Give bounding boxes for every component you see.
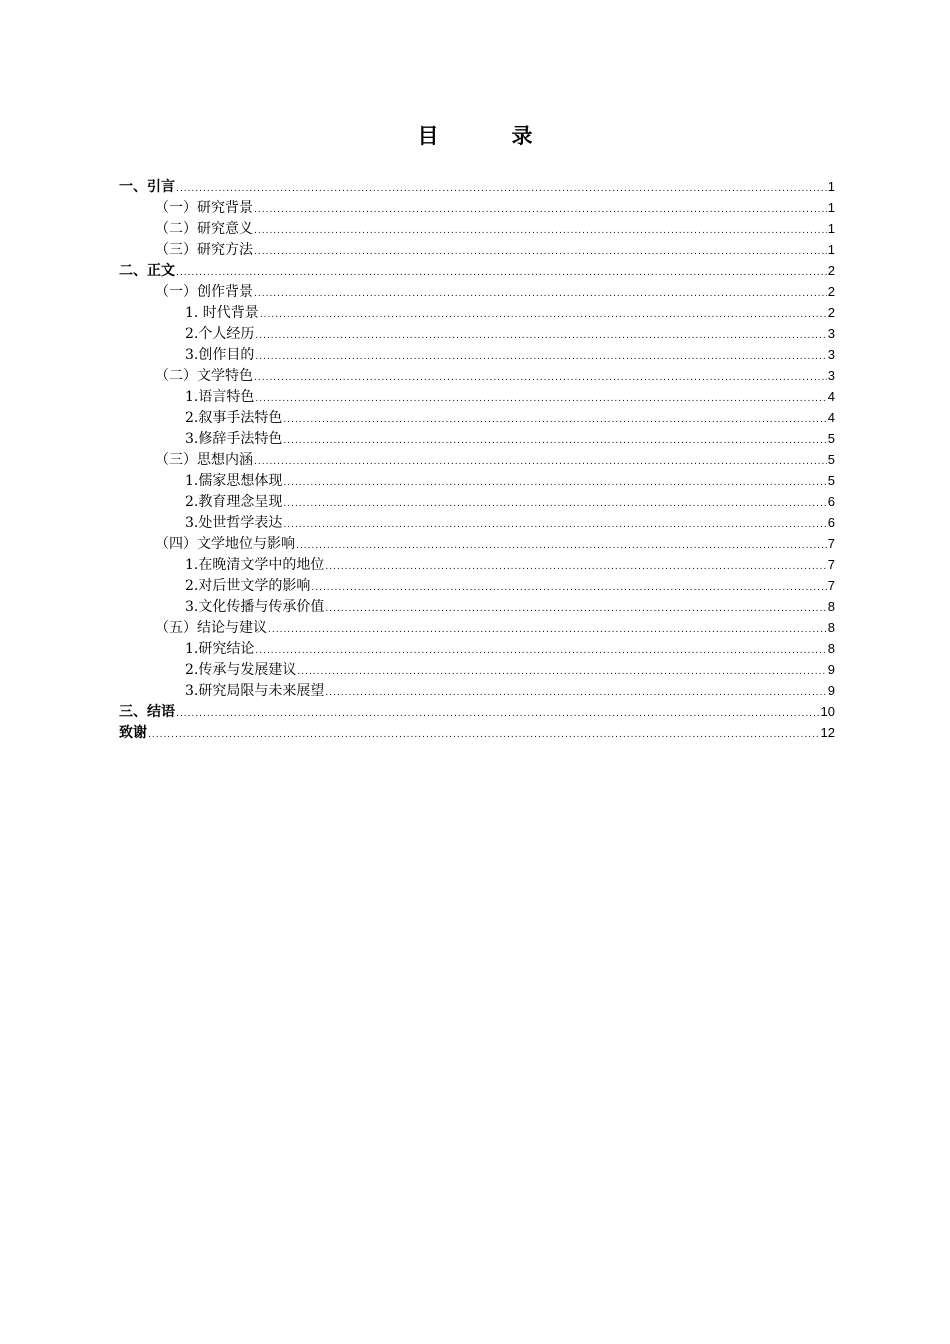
toc-entry[interactable] — [119, 596, 835, 617]
toc-entry-page-number: 5 — [827, 452, 835, 467]
toc-dot-leader — [325, 683, 826, 701]
toc-entry-page-number: 3 — [827, 347, 835, 362]
toc-entry-page-number: 7 — [827, 557, 835, 572]
toc-dot-leader — [148, 725, 820, 743]
toc-entry-page-number: 2 — [827, 263, 835, 278]
toc-entry-page-number: 4 — [827, 410, 835, 425]
toc-entry-label: 1.儒家思想体现 — [185, 473, 283, 489]
toc-entry-page-number: 6 — [827, 515, 835, 530]
toc-entry-page-number: 4 — [827, 389, 835, 404]
toc-dot-leader — [283, 473, 826, 491]
toc-entry-label: 3.文化传播与传承价值 — [185, 599, 325, 615]
toc-dot-leader — [297, 662, 826, 680]
toc-dot-leader — [176, 704, 820, 722]
toc-entry[interactable] — [119, 554, 835, 575]
toc-dot-leader — [260, 305, 827, 323]
toc-entry[interactable] — [119, 449, 835, 470]
toc-entry-page-number: 9 — [827, 683, 835, 698]
toc-entry-label: 三、结语 — [119, 704, 175, 720]
toc-dot-leader — [255, 389, 826, 407]
toc-entry[interactable] — [119, 533, 835, 554]
toc-entry-label: 1.在晚清文学中的地位 — [185, 557, 325, 573]
toc-entry-label: 1.研究结论 — [185, 641, 255, 657]
toc-entry[interactable] — [119, 680, 835, 701]
toc-entry-label: 2.传承与发展建议 — [185, 662, 297, 678]
toc-entry-label: 3.处世哲学表达 — [185, 515, 283, 531]
toc-dot-leader — [255, 326, 826, 344]
toc-entry-page-number: 2 — [827, 305, 835, 320]
toc-entry-page-number: 1 — [827, 221, 835, 236]
toc-dot-leader — [283, 431, 826, 449]
toc-dot-leader — [325, 599, 826, 617]
toc-entry[interactable] — [119, 701, 835, 722]
toc-dot-leader — [176, 179, 827, 197]
toc-entry-page-number: 8 — [827, 620, 835, 635]
toc-entry[interactable] — [119, 491, 835, 512]
toc-entry-label: （一）创作背景 — [155, 284, 253, 300]
toc-dot-leader — [296, 536, 827, 554]
toc-entry-label: 一、引言 — [119, 179, 175, 195]
toc-entry-page-number: 8 — [827, 599, 835, 614]
toc-dot-leader — [283, 494, 826, 512]
toc-dot-leader — [254, 452, 827, 470]
toc-entry[interactable] — [119, 512, 835, 533]
table-of-contents — [119, 176, 835, 743]
toc-entry-label: 1.语言特色 — [185, 389, 255, 405]
toc-entry-page-number: 1 — [827, 179, 835, 194]
toc-entry[interactable] — [119, 386, 835, 407]
toc-entry-label: （一）研究背景 — [155, 200, 253, 216]
toc-entry-page-number: 3 — [827, 326, 835, 341]
toc-entry[interactable] — [119, 638, 835, 659]
toc-entry-page-number: 5 — [827, 431, 835, 446]
toc-entry[interactable] — [119, 365, 835, 386]
toc-entry-page-number: 1 — [827, 242, 835, 257]
toc-entry[interactable] — [119, 281, 835, 302]
toc-entry-label: （三）研究方法 — [155, 242, 253, 258]
toc-entry[interactable] — [119, 575, 835, 596]
toc-entry[interactable] — [119, 428, 835, 449]
toc-entry[interactable] — [119, 617, 835, 638]
toc-entry[interactable] — [119, 260, 835, 281]
toc-entry[interactable] — [119, 176, 835, 197]
toc-dot-leader — [325, 557, 826, 575]
toc-dot-leader — [254, 221, 827, 239]
toc-dot-leader — [255, 347, 826, 365]
toc-entry-label: 2.教育理念呈现 — [185, 494, 283, 510]
toc-entry-page-number: 1 — [827, 200, 835, 215]
toc-entry-page-number: 6 — [827, 494, 835, 509]
toc-entry-page-number: 7 — [827, 578, 835, 593]
toc-dot-leader — [176, 263, 827, 281]
toc-entry-label: 3.创作目的 — [185, 347, 255, 363]
toc-entry[interactable] — [119, 197, 835, 218]
toc-entry-label: （三）思想内涵 — [155, 452, 253, 468]
toc-entry-page-number: 10 — [820, 704, 835, 719]
toc-entry-page-number: 3 — [827, 368, 835, 383]
toc-entry-label: 2.对后世文学的影响 — [185, 578, 311, 594]
toc-dot-leader — [283, 410, 826, 428]
toc-entry-label: 2.叙事手法特色 — [185, 410, 283, 426]
toc-title: 目 录 — [417, 124, 559, 148]
toc-entry-label: （五）结论与建议 — [155, 620, 267, 636]
toc-dot-leader — [254, 242, 827, 260]
toc-entry[interactable] — [119, 239, 835, 260]
toc-entry[interactable] — [119, 323, 835, 344]
toc-dot-leader — [283, 515, 826, 533]
toc-dot-leader — [254, 200, 827, 218]
toc-dot-leader — [268, 620, 827, 638]
toc-dot-leader — [254, 368, 827, 386]
toc-entry-label: （二）研究意义 — [155, 221, 253, 237]
toc-entry-label: 2.个人经历 — [185, 326, 255, 342]
toc-entry[interactable] — [119, 722, 835, 743]
toc-entry-page-number: 9 — [827, 662, 835, 677]
toc-entry[interactable] — [119, 659, 835, 680]
toc-entry[interactable] — [119, 218, 835, 239]
toc-entry[interactable] — [119, 470, 835, 491]
toc-entry-label: （四）文学地位与影响 — [155, 536, 295, 552]
toc-entry-label: 3.修辞手法特色 — [185, 431, 283, 447]
toc-dot-leader — [254, 284, 827, 302]
toc-dot-leader — [311, 578, 826, 596]
toc-entry-label: （二）文学特色 — [155, 368, 253, 384]
toc-entry-label: 1. 时代背景 — [185, 305, 259, 321]
toc-entry[interactable] — [119, 344, 835, 365]
toc-entry-label: 3.研究局限与未来展望 — [185, 683, 325, 699]
toc-entry-page-number: 12 — [820, 725, 835, 740]
toc-dot-leader — [255, 641, 826, 659]
toc-entry-label: 致谢 — [119, 725, 147, 741]
toc-entry-page-number: 8 — [827, 641, 835, 656]
toc-entry[interactable] — [119, 302, 835, 323]
toc-entry-page-number: 5 — [827, 473, 835, 488]
toc-entry[interactable] — [119, 407, 835, 428]
toc-entry-page-number: 2 — [827, 284, 835, 299]
toc-entry-page-number: 7 — [827, 536, 835, 551]
toc-entry-label: 二、正文 — [119, 263, 175, 279]
